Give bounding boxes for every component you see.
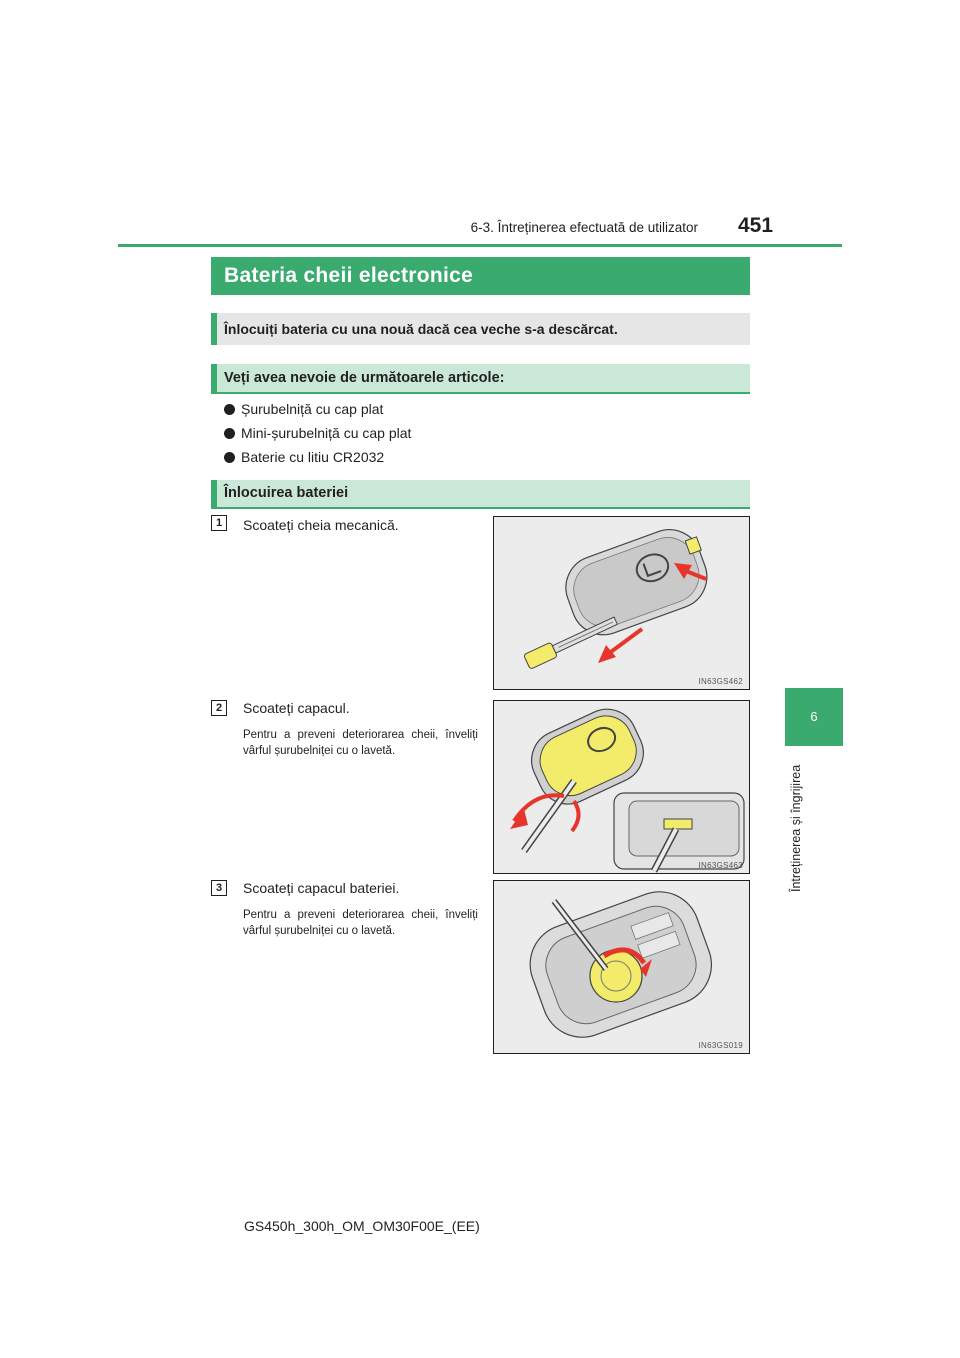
items-heading-mark (211, 364, 217, 392)
header-rule (118, 244, 842, 247)
list-item-text: Baterie cu litiu CR2032 (241, 449, 385, 465)
figure-code: IN63GS463 (698, 861, 743, 870)
replacement-heading-text: Înlocuirea bateriei (224, 485, 349, 501)
step-number-2: 2 (211, 700, 227, 716)
list-item-text: Șurubelniță cu cap plat (241, 401, 384, 417)
list-item-text: Mini-șurubelniță cu cap plat (241, 425, 412, 441)
key-fob-illustration-2 (494, 701, 749, 873)
key-fob-illustration-1 (494, 517, 749, 689)
figure-code: IN63GS462 (698, 677, 743, 686)
figure-remove-battery-cover (493, 880, 750, 1054)
replacement-heading-underline (211, 507, 750, 509)
intro-bar (211, 313, 750, 345)
page-number: 451 (738, 214, 774, 237)
step-number-3: 3 (211, 880, 227, 896)
items-heading (211, 364, 750, 392)
step-number-1: 1 (211, 515, 227, 531)
replacement-heading (211, 480, 750, 507)
chapter-tab-number: 6 (785, 688, 843, 746)
step-3-text: Scoateți capacul bateriei. (243, 880, 400, 896)
figure-remove-mechanical-key (493, 516, 750, 690)
items-heading-text: Veți avea nevoie de următoarele articole: (224, 370, 505, 386)
step-3-note: Pentru a preveni deteriorarea cheii, înveliți vârful șurubelniței cu o lavetă. (243, 909, 478, 937)
chapter-tab-title-text: Întreținerea și îngrijirea (789, 764, 803, 892)
step-2-note: Pentru a preveni deteriorarea cheii, înveliți vârful șurubelniței cu o lavetă. (243, 729, 478, 757)
step-2-text: Scoateți capacul. (243, 700, 350, 716)
figure-code: IN63GS019 (698, 1041, 743, 1050)
figure-remove-cover (493, 700, 750, 874)
items-heading-underline (211, 392, 750, 394)
document-footer: GS450h_300h_OM_OM30F00E_(EE) (244, 1218, 480, 1234)
bullet-dot (224, 428, 235, 439)
bullet-dot (224, 404, 235, 415)
list-item-1 (224, 401, 383, 417)
bullet-dot (224, 452, 235, 463)
page-title: Bateria cheii electronice (211, 257, 750, 295)
replacement-heading-mark (211, 480, 217, 507)
list-item-2 (224, 425, 411, 441)
intro-bar-mark (211, 313, 217, 345)
list-item-3 (224, 449, 384, 465)
intro-text: Înlocuiți bateria cu una nouă dacă cea veche s-a descărcat. (224, 321, 618, 337)
running-header-section: 6-3. Întreținerea efectuată de utilizator (470, 220, 698, 235)
step-1-text: Scoateți cheia mecanică. (243, 517, 399, 533)
key-fob-illustration-3 (494, 881, 749, 1053)
chapter-tab-title (785, 760, 801, 1060)
